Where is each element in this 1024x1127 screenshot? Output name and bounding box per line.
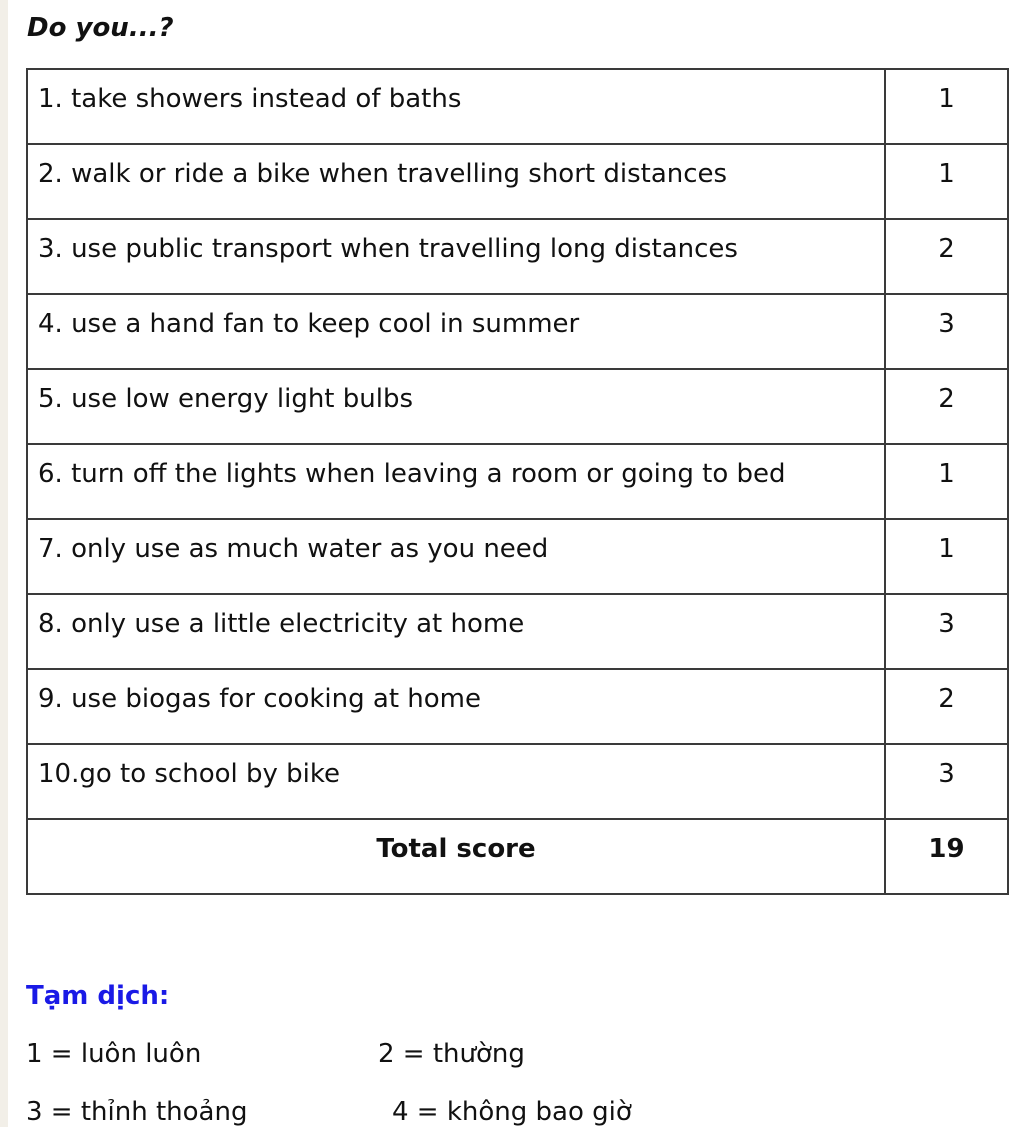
item-text: 3. use public transport when travelling long distances <box>27 219 885 294</box>
table-row <box>27 444 1008 519</box>
item-score: 2 <box>885 669 1008 744</box>
table-row <box>27 69 1008 144</box>
table-row <box>27 369 1008 444</box>
item-text: 4. use a hand fan to keep cool in summer <box>27 294 885 369</box>
total-row <box>27 819 1008 894</box>
legend-item-sometimes: 3 = thỉnh thoảng <box>26 1097 248 1127</box>
legend-item-usually: 2 = thường <box>378 1039 525 1069</box>
item-text: 2. walk or ride a bike when travelling short distances <box>27 144 885 219</box>
item-score: 3 <box>885 744 1008 819</box>
item-text: 1. take showers instead of baths <box>27 69 885 144</box>
legend-item-always: 1 = luôn luôn <box>26 1039 202 1069</box>
table-row <box>27 594 1008 669</box>
item-text: 6. turn off the lights when leaving a room or going to bed <box>27 444 885 519</box>
item-text: 9. use biogas for cooking at home <box>27 669 885 744</box>
translation-title: Tạm dịch: <box>26 981 170 1011</box>
item-score: 1 <box>885 519 1008 594</box>
table-row <box>27 519 1008 594</box>
left-margin-strip <box>0 0 8 1127</box>
item-text: 10.go to school by bike <box>27 744 885 819</box>
total-value: 19 <box>885 819 1008 894</box>
table-row <box>27 669 1008 744</box>
score-table <box>26 68 1009 895</box>
quiz-heading: Do you...? <box>27 13 174 43</box>
item-score: 3 <box>885 594 1008 669</box>
item-score: 2 <box>885 369 1008 444</box>
table-row <box>27 744 1008 819</box>
item-score: 1 <box>885 444 1008 519</box>
item-score: 2 <box>885 219 1008 294</box>
total-label: Total score <box>27 819 885 894</box>
item-text: 8. only use a little electricity at home <box>27 594 885 669</box>
table-row <box>27 219 1008 294</box>
legend-item-never: 4 = không bao giờ <box>392 1097 632 1127</box>
item-score: 1 <box>885 144 1008 219</box>
item-text: 7. only use as much water as you need <box>27 519 885 594</box>
item-score: 3 <box>885 294 1008 369</box>
table-row <box>27 144 1008 219</box>
item-text: 5. use low energy light bulbs <box>27 369 885 444</box>
item-score: 1 <box>885 69 1008 144</box>
table-row <box>27 294 1008 369</box>
